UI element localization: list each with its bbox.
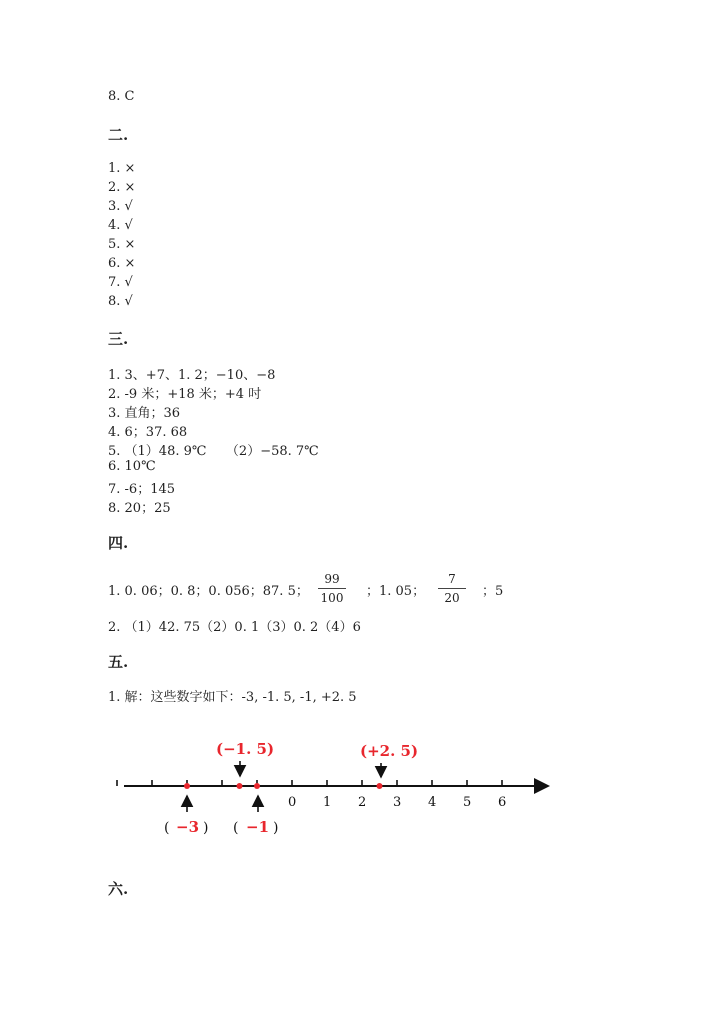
- label-neg-1-open: (: [233, 820, 239, 836]
- section-five-q1: 1. 解：这些数字如下：-3, -1. 5, -1, +2. 5: [108, 690, 357, 705]
- section-six-heading: 六.: [108, 880, 129, 898]
- q1-mid: ；1. 05；: [366, 584, 426, 599]
- fraction-numerator: 7: [448, 572, 456, 586]
- tick-label: 2: [358, 795, 367, 810]
- label-neg-1: −1: [246, 818, 270, 836]
- number-line-tick-labels: [288, 795, 506, 810]
- section-two-item-2: 2. ×: [108, 180, 136, 195]
- section-two-item-6: 6. ×: [108, 256, 136, 271]
- section-two-item-5: 5. ×: [108, 237, 136, 252]
- label-neg-1-close: ): [273, 820, 279, 836]
- section-five-heading: 五.: [108, 653, 129, 671]
- q1-prefix: 1. 0. 06；0. 8；0. 056；87. 5；: [108, 584, 309, 599]
- section-two-item-4: 4. √: [108, 218, 133, 233]
- fraction-numerator: 99: [324, 572, 340, 586]
- section-two-item-1: 1. ×: [108, 161, 136, 176]
- section-two-item-8: 8. √: [108, 294, 133, 309]
- number-line-figure: [0, 730, 720, 850]
- number-line-point: [184, 783, 190, 789]
- q1-suffix: ；5: [482, 584, 504, 599]
- section-three-item-1: 1. 3、+7、1. 2；−10、−8: [108, 368, 276, 383]
- fraction-denominator: 100: [320, 591, 344, 605]
- section-four-heading: 四.: [108, 534, 129, 552]
- label-neg-3: −3: [176, 818, 200, 836]
- label-pos-2-5: (+2. 5): [360, 742, 419, 760]
- tick-label: 1: [323, 795, 332, 810]
- tick-label: 3: [393, 795, 402, 810]
- section-two-item-7: 7. √: [108, 275, 133, 290]
- section-two-item-3: 3. √: [108, 199, 133, 214]
- fraction-denominator: 20: [444, 591, 460, 605]
- section-three-item-8: 8. 20；25: [108, 501, 171, 516]
- section-three-item-3: 3. 直角；36: [108, 406, 181, 421]
- tick-label: 6: [498, 795, 507, 810]
- section-three-item-2: 2. -9 米；+18 米；+4 吋: [108, 387, 262, 402]
- fraction-7-20: [432, 571, 472, 606]
- section-three-heading: 三.: [108, 330, 129, 348]
- tick-label: 5: [463, 795, 472, 810]
- section-three-item-7: 7. -6；145: [108, 482, 176, 497]
- label-neg-3-open: (: [164, 820, 170, 836]
- answer-8: 8. C: [108, 89, 135, 104]
- number-line-point: [237, 783, 243, 789]
- label-neg-1-5: (−1. 5): [216, 740, 275, 758]
- section-three-item-4: 4. 6；37. 68: [108, 425, 188, 440]
- section-three-item-5: 5. （1）48. 9℃ （2）−58. 7℃: [108, 444, 319, 459]
- label-neg-3-close: ): [203, 820, 209, 836]
- number-line-point: [377, 783, 383, 789]
- fraction-bar: [318, 588, 346, 589]
- section-four-q2: 2. （1）42. 75（2）0. 1（3）0. 2（4）6: [108, 620, 361, 635]
- tick-label: 0: [288, 795, 297, 810]
- number-line-point: [254, 783, 260, 789]
- tick-label: 4: [428, 795, 437, 810]
- section-two-heading: 二.: [108, 126, 129, 144]
- fraction-bar: [438, 588, 466, 589]
- section-three-item-6: 6. 10℃: [108, 459, 156, 474]
- fraction-99-100: [312, 571, 352, 606]
